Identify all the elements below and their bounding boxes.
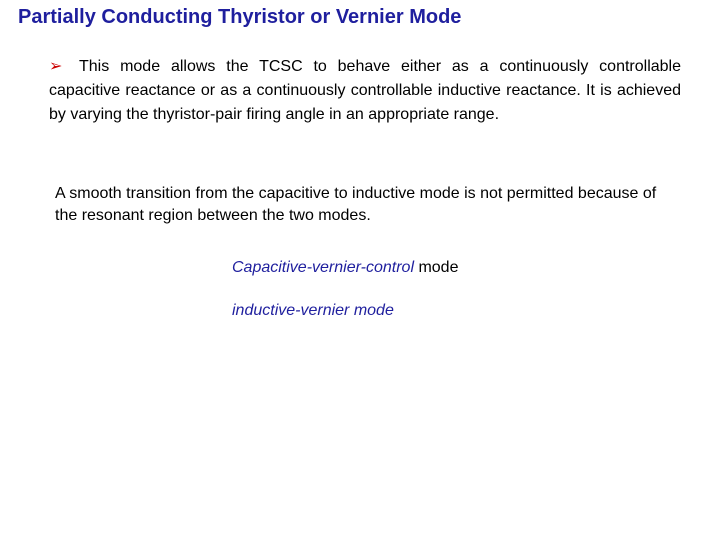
bullet-paragraph	[49, 55, 681, 127]
capacitive-mode-label	[232, 259, 458, 277]
arrowhead-bullet-icon: ➢	[49, 58, 63, 75]
capacitive-mode-suffix: mode	[414, 259, 459, 276]
inductive-mode-label: inductive-vernier mode	[232, 302, 394, 319]
transition-paragraph: A smooth transition from the capacitive to inductive mode is not permitted because of the resonant region between the two modes.	[55, 185, 657, 224]
slide-title: Partially Conducting Thyristor or Vernier Mode	[18, 6, 462, 28]
capacitive-mode-name: Capacitive-vernier-control	[232, 259, 414, 276]
bullet-text: This mode allows the TCSC to behave either as a continuously controllable capacitive reactance or as a continuously controllable inductive reactance. It is achieved by varying the thyristor-pair firing angle in an appropriate range.	[49, 58, 681, 123]
